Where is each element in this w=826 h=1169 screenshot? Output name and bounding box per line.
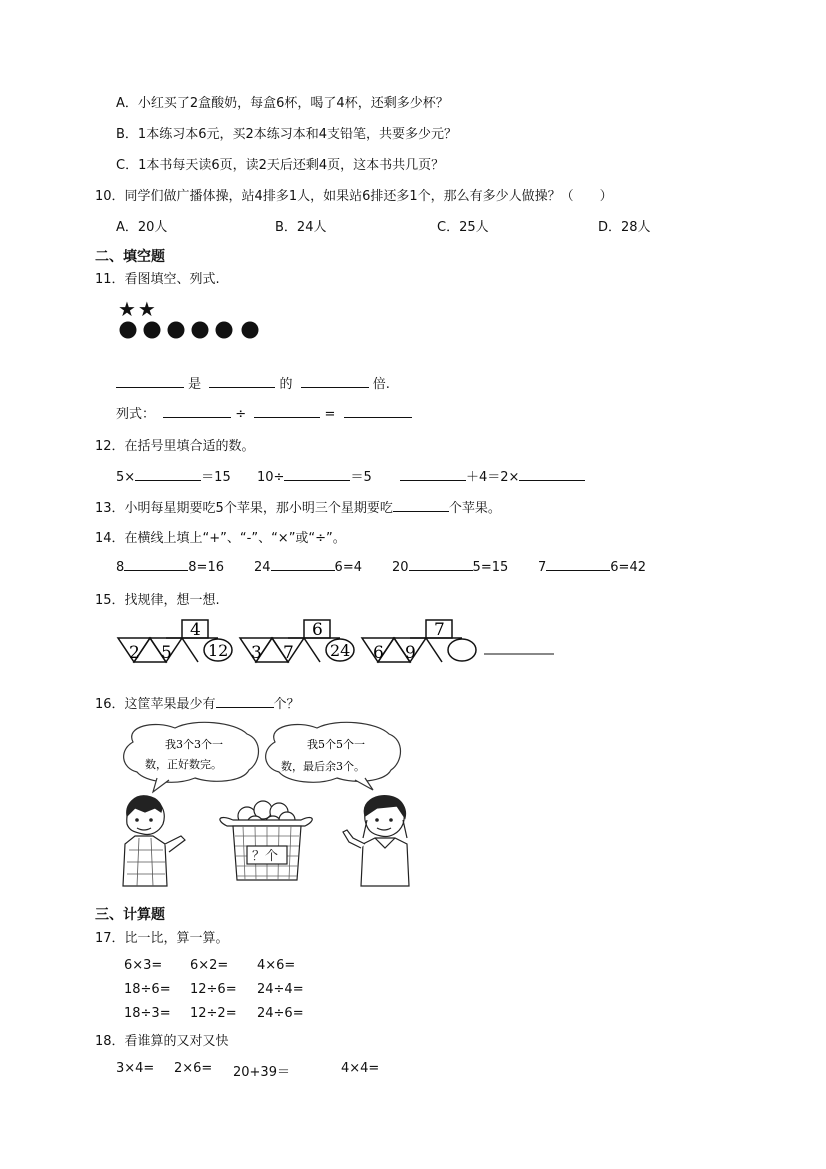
q12-p1-right: ＝15: [201, 470, 231, 485]
q10-option-b: B．24人: [275, 220, 327, 235]
q12-p3-mid: ＋4＝2×: [466, 470, 520, 485]
q10-option-d: D．28人: [598, 220, 651, 235]
q14-blank-4[interactable]: [546, 558, 610, 571]
q17-r1c2: 6×2=: [190, 958, 229, 973]
q18-item-4: 4×4=: [341, 1061, 380, 1076]
q11-stem: 11．看图填空、列式.: [95, 272, 220, 287]
q15-g2-res: 24: [330, 641, 351, 660]
q17-r1c3: 4×6=: [257, 958, 296, 973]
q15-g1-top: 4: [190, 620, 201, 640]
q12-stem: 12．在括号里填合适的数。: [95, 439, 255, 454]
basket-of-apples: [220, 801, 312, 880]
q11-line1: [116, 373, 390, 392]
q14-blank-1[interactable]: [124, 558, 188, 571]
q13-text-a: 13．小明每星期要吃5个苹果，那小明三个星期要吃: [95, 501, 393, 516]
bubble-left-line2: 数，正好数完。: [145, 758, 222, 771]
q15-g1-b: 5: [161, 643, 172, 663]
q11-blank-2[interactable]: [209, 375, 275, 388]
q14-blank-3[interactable]: [409, 558, 473, 571]
circle-1: [120, 322, 137, 339]
q14-item-3: [392, 558, 508, 575]
q15-group-2: [240, 620, 354, 663]
q11-blank-3[interactable]: [301, 375, 369, 388]
q15-group-1: [118, 620, 232, 663]
q15-g1-res: 12: [208, 641, 229, 660]
q14-item-4-right: 6=42: [610, 560, 646, 575]
q17-r2c1: 18÷6=: [124, 982, 171, 997]
q11-blank-1[interactable]: [116, 375, 184, 388]
q15-g3-top: 7: [434, 620, 445, 640]
q15-stem: 15．找规律，想一想.: [95, 593, 220, 608]
circle-6: [242, 322, 259, 339]
q12-p1-left: 5×: [116, 470, 136, 485]
left-speech-bubble: [124, 722, 259, 792]
right-speech-bubble: [266, 722, 401, 790]
q12-p2-right: ＝5: [350, 470, 372, 485]
q15-g3-b: 9: [405, 643, 416, 663]
circle-2: [144, 322, 161, 339]
q12-p2-left: 10÷: [257, 470, 285, 485]
q13: [95, 497, 501, 516]
q14-item-1-left: 8: [116, 560, 125, 575]
q14-item-2: [254, 558, 362, 575]
q16: [95, 693, 300, 712]
q14-item-3-right: 5=15: [472, 560, 509, 575]
q14-item-2-left: 24: [254, 560, 271, 575]
q11-word-shi: 是: [188, 377, 202, 392]
q10-stem: 10．同学们做广播体操，站4排多1人，如果站6排还多1个，那么有多少人做操？（ ）: [95, 189, 613, 204]
q12-blank-2[interactable]: [284, 468, 350, 481]
q14-blank-2[interactable]: [271, 558, 335, 571]
q14-item-1: [116, 558, 224, 575]
basket-label: ？个: [252, 849, 279, 864]
q15-g2-top: 6: [312, 620, 323, 640]
q11-eq-sign: =: [324, 407, 336, 422]
q11-div-sign: ÷: [235, 407, 247, 422]
q16-text-b: 个？: [273, 697, 300, 712]
q15-g3-a: 6: [373, 643, 384, 663]
q11-formula-blank-3[interactable]: [344, 405, 412, 418]
q16-text-a: 16．这筐苹果最少有: [95, 697, 216, 712]
q18-stem: 18．看谁算的又对又快: [95, 1034, 229, 1049]
q11-formula-label: 列式：: [116, 407, 156, 422]
q11-word-bei: 倍.: [372, 377, 390, 392]
q14-item-3-left: 20: [392, 560, 409, 575]
q17-stem: 17．比一比，算一算。: [95, 931, 229, 946]
circle-3: [168, 322, 185, 339]
q15-g1-a: 2: [129, 643, 140, 663]
q11-formula: [116, 403, 412, 422]
q17-r2c3: 24÷4=: [257, 982, 304, 997]
boy-figure: [123, 796, 185, 886]
q15-g2-b: 7: [283, 643, 294, 663]
q12-part-3: [400, 466, 585, 485]
q9-option-c: C．1本书每天读6页，读2天后还剩4页，这本书共几页？: [116, 158, 445, 173]
q11-formula-blank-2[interactable]: [254, 405, 320, 418]
q18-item-3: 20+39＝: [233, 1065, 290, 1080]
q14-item-1-right: 8=16: [188, 560, 224, 575]
q15-g2-a: 3: [251, 643, 262, 663]
q18-item-2: 2×6=: [174, 1061, 213, 1076]
q9-option-b: B．1本练习本6元，买2本练习本和4支铅笔，共要多少元？: [116, 127, 458, 142]
q14-item-2-right: 6=4: [334, 560, 362, 575]
q12-blank-4[interactable]: [519, 468, 585, 481]
q16-blank[interactable]: [216, 695, 274, 708]
q11-formula-blank-1[interactable]: [163, 405, 231, 418]
q15-pattern-figure: [110, 616, 570, 666]
section-heading-fill-in: 二、填空题: [95, 249, 165, 265]
q15-group-3: [362, 620, 554, 663]
q13-blank[interactable]: [393, 499, 449, 512]
q17-r3c3: 24÷6=: [257, 1006, 304, 1021]
section-heading-calculation: 三、计算题: [95, 907, 165, 923]
q16-illustration: [115, 720, 415, 890]
q17-r3c1: 18÷3=: [124, 1006, 171, 1021]
q17-r2c2: 12÷6=: [190, 982, 237, 997]
bubble-left-line1: 我3个3个一: [165, 738, 223, 751]
q14-item-4-left: 7: [538, 560, 547, 575]
q13-text-b: 个苹果。: [448, 501, 501, 516]
circle-5: [216, 322, 233, 339]
q10-option-c: C．25人: [437, 220, 489, 235]
q9-option-a: A．小红买了2盒酸奶，每盒6杯，喝了4杯，还剩多少杯？: [116, 96, 449, 111]
q12-blank-3[interactable]: [400, 468, 466, 481]
q12-part-2: [257, 466, 372, 485]
q17-r1c1: 6×3=: [124, 958, 163, 973]
q17-r3c2: 12÷2=: [190, 1006, 237, 1021]
q14-item-4: [538, 558, 646, 575]
q11-word-de: 的: [279, 377, 293, 392]
circle-4: [192, 322, 209, 339]
girl-figure: [343, 796, 409, 886]
q14-stem: 14．在横线上填上“+”、“-”、“×”或“÷”。: [95, 531, 346, 546]
bubble-right-line1: 我5个5个一: [307, 738, 365, 751]
q10-option-a: A．20人: [116, 220, 168, 235]
q18-item-1: 3×4=: [116, 1061, 155, 1076]
q12-blank-1[interactable]: [135, 468, 201, 481]
q11-stars: ★★: [118, 297, 158, 321]
q11-circles: [116, 318, 266, 342]
q12-part-1: [116, 466, 231, 485]
bubble-right-line2: 数，最后余3个。: [281, 760, 365, 773]
